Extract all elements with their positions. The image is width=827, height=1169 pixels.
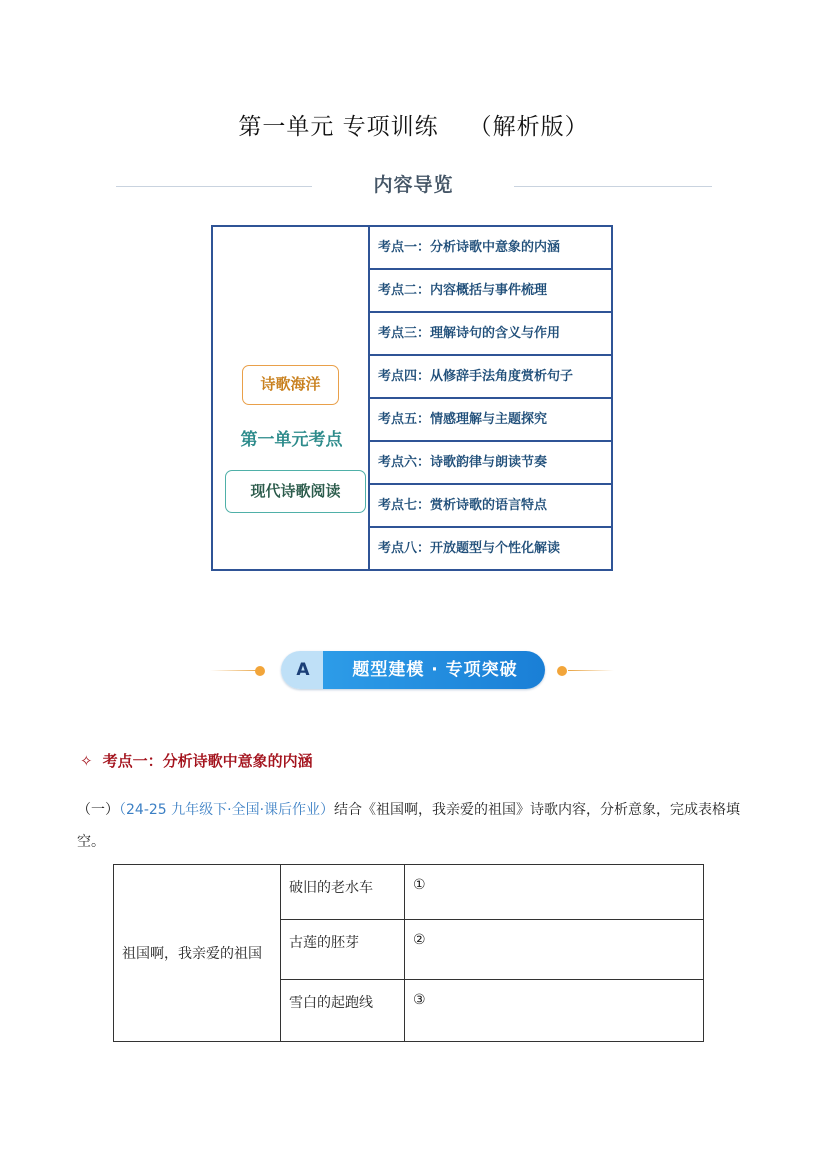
question-body: 结合《祖国啊，我亲爱的祖国》诗歌内容，分析意象，完成表格填空。 xyxy=(77,802,741,850)
table-row xyxy=(114,865,704,920)
answer-blank[interactable]: ③ xyxy=(405,980,704,1042)
image-cell: 破旧的老水车 xyxy=(281,865,405,920)
image-cell: 古莲的胚芽 xyxy=(281,920,405,980)
poem-title-cell: 祖国啊，我亲爱的祖国 xyxy=(114,865,281,1042)
question-text xyxy=(77,794,752,858)
knowledge-point-5: 考点五：情感理解与主题探究 xyxy=(370,399,611,442)
banner-line-right xyxy=(568,670,614,671)
banner-line-left xyxy=(210,670,260,671)
tag-poetry-ocean: 诗歌海洋 xyxy=(242,365,339,405)
banner-letter: A xyxy=(296,660,310,680)
section-banner xyxy=(0,646,827,694)
tag-modern-poetry-reading: 现代诗歌阅读 xyxy=(225,470,366,513)
knowledge-point-1: 考点一：分析诗歌中意象的内涵 xyxy=(370,227,611,270)
overview-header xyxy=(0,168,827,200)
question-number: （一） xyxy=(77,802,119,818)
overview-title: 内容导览 xyxy=(373,174,454,196)
sparkle-icon: ✧ xyxy=(80,752,93,770)
document-title-main: 第一单元 专项训练 xyxy=(238,114,439,140)
banner-text: 题型建模 · 专项突破 xyxy=(352,660,518,680)
banner-pill xyxy=(281,651,545,689)
section-heading xyxy=(80,750,313,771)
overview-divider-right xyxy=(514,186,712,187)
answer-table xyxy=(113,864,704,1042)
knowledge-point-6: 考点六：诗歌韵律与朗读节奏 xyxy=(370,442,611,485)
unit-label: 第一单元考点 xyxy=(240,430,343,450)
banner-dot-left xyxy=(255,666,265,676)
section-heading-text: 考点一：分析诗歌中意象的内涵 xyxy=(102,752,313,770)
knowledge-point-8: 考点八：开放题型与个性化解读 xyxy=(378,541,561,556)
concept-map-left-panel xyxy=(213,227,370,569)
knowledge-point-2: 考点二：内容概括与事件梳理 xyxy=(370,270,611,313)
image-cell: 雪白的起跑线 xyxy=(281,980,405,1042)
document-title-suffix: （解析版） xyxy=(468,114,589,140)
knowledge-point-7: 考点七：赏析诗歌的语言特点 xyxy=(370,485,611,528)
knowledge-point-4: 考点四：从修辞手法角度赏析句子 xyxy=(370,356,611,399)
knowledge-point-3: 考点三：理解诗句的含义与作用 xyxy=(370,313,611,356)
document-title xyxy=(0,108,827,141)
answer-blank[interactable]: ① xyxy=(405,865,704,920)
question-source: （24-25 九年级下·全国·课后作业） xyxy=(119,802,335,818)
answer-blank[interactable]: ② xyxy=(405,920,704,980)
concept-map xyxy=(211,225,613,571)
banner-dot-right xyxy=(557,666,567,676)
knowledge-point-list xyxy=(370,227,611,569)
